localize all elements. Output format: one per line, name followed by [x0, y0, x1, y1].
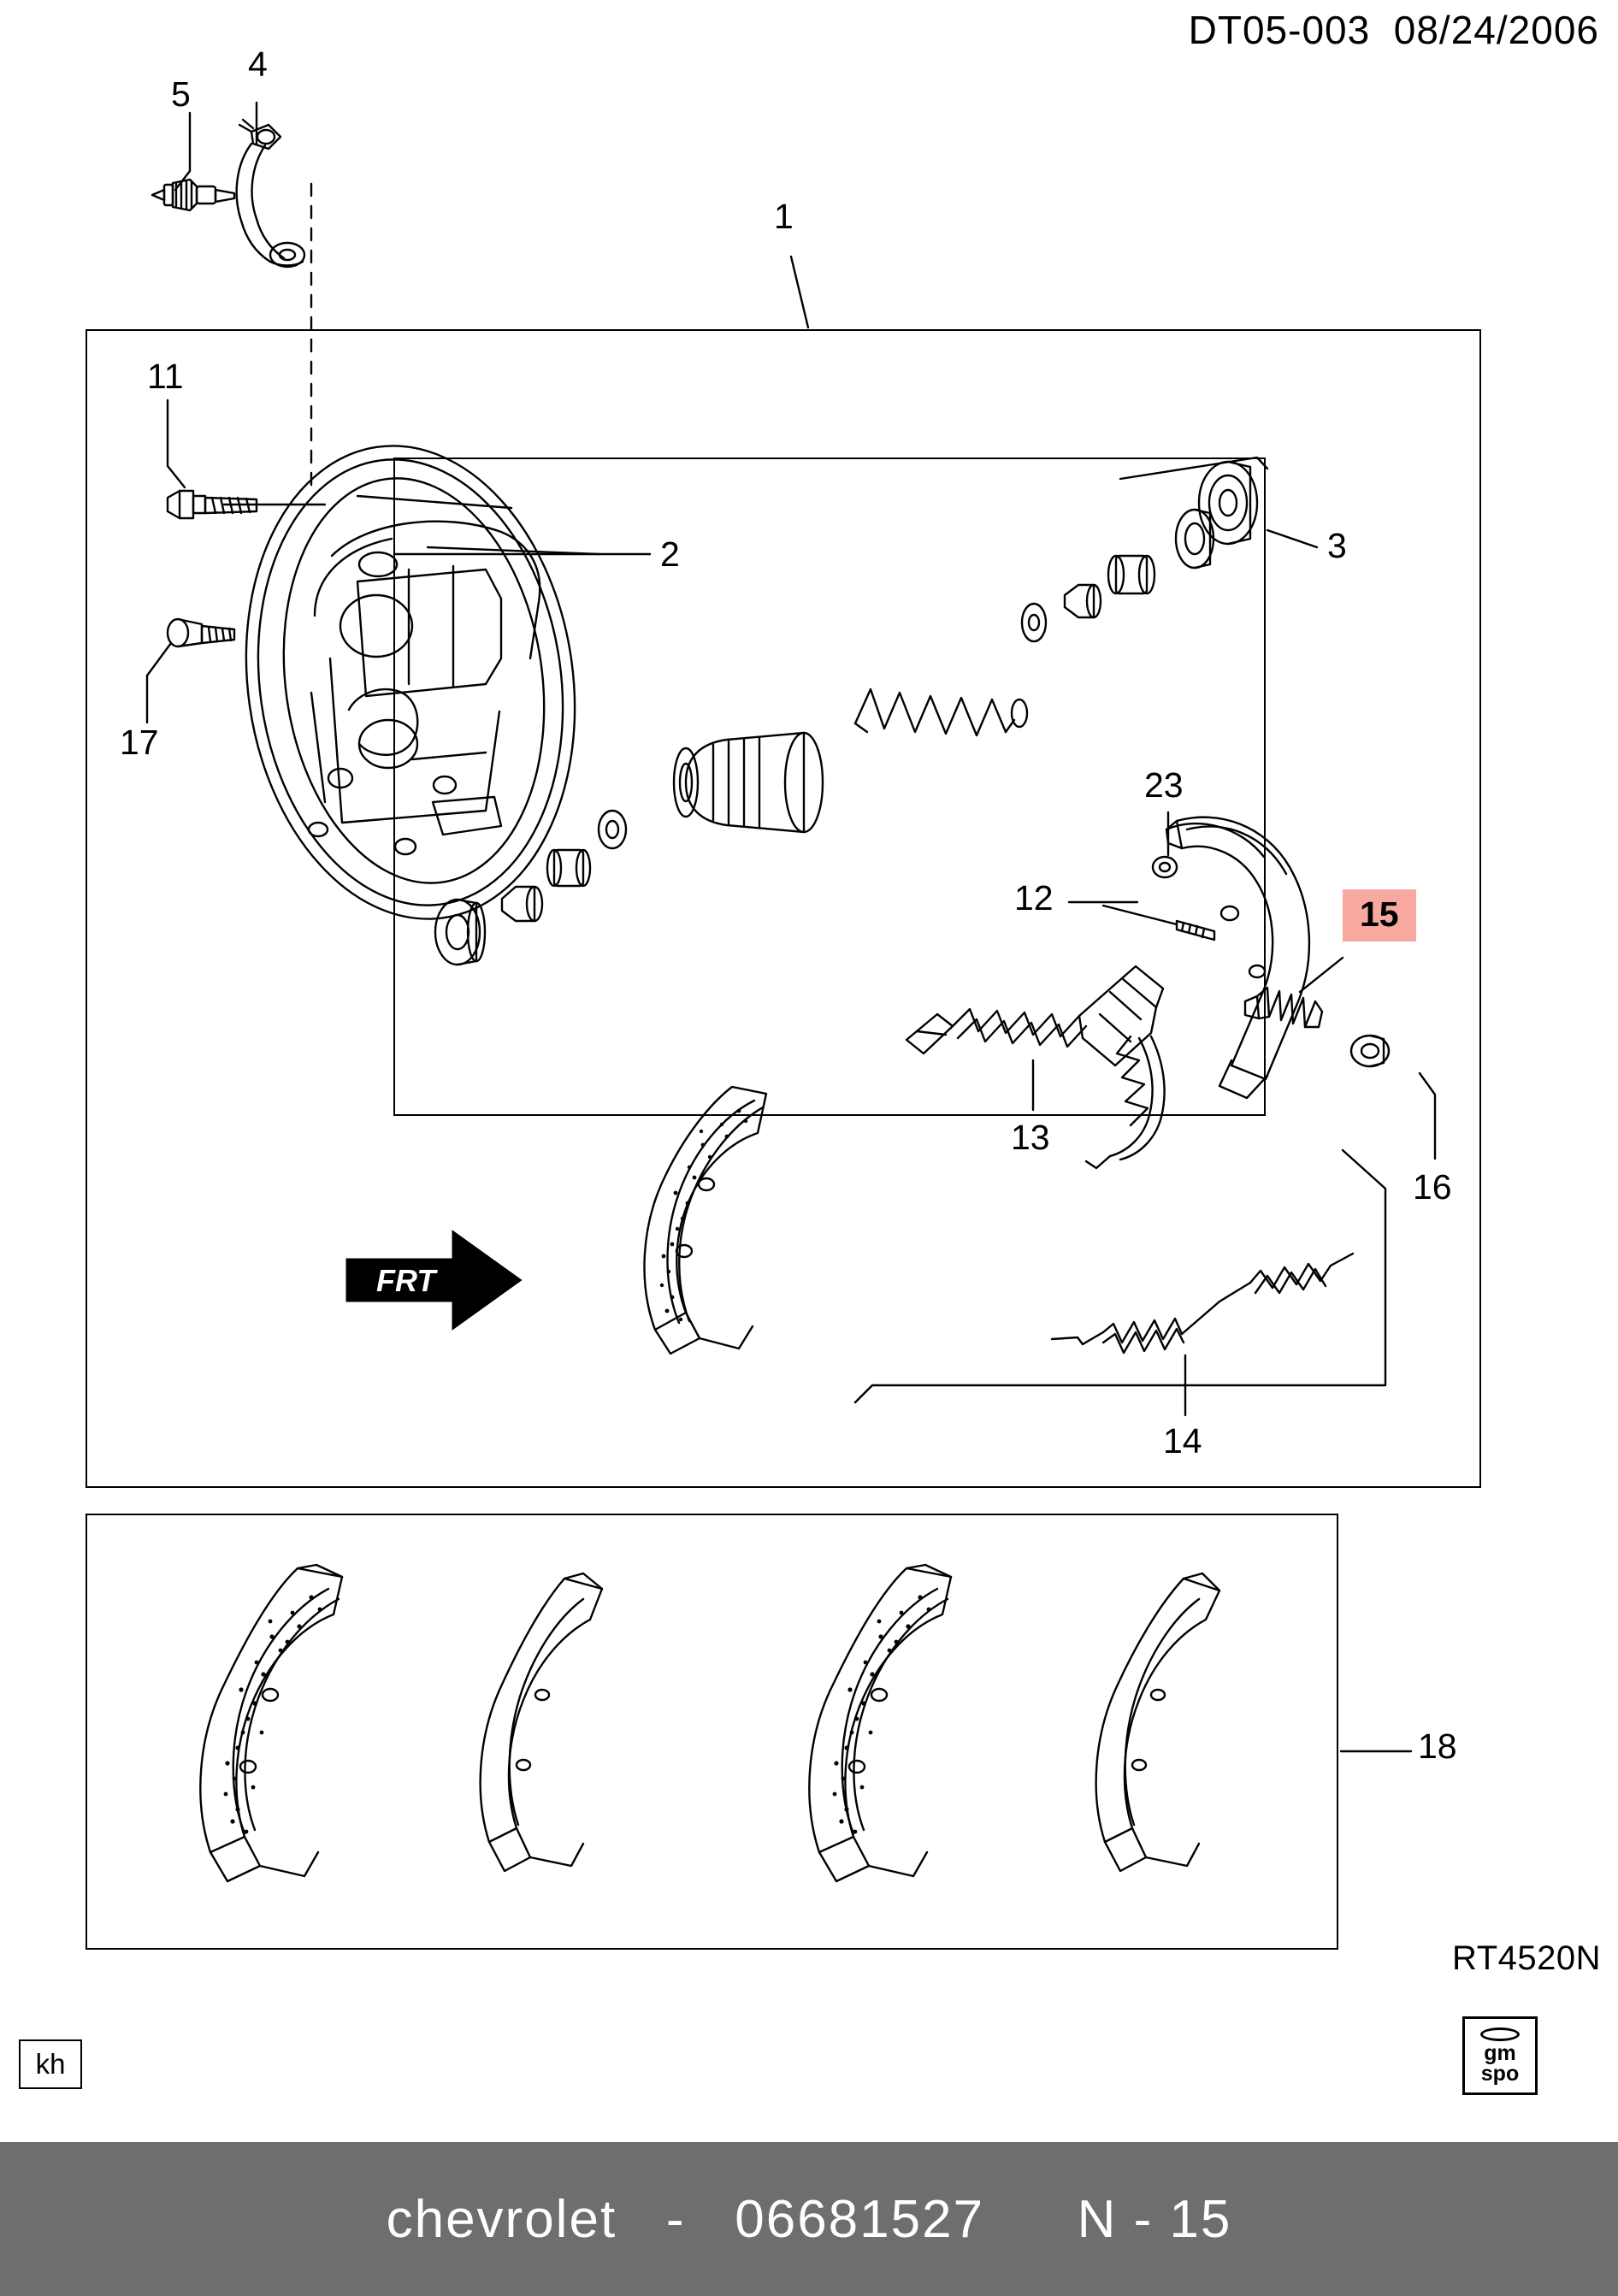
drawing-reference: RT4520N — [1452, 1939, 1601, 1977]
footer-bar — [0, 2142, 1618, 2296]
wheel-cylinder-frame — [393, 457, 1266, 1116]
footer-separator: - — [665, 2189, 686, 2249]
header-date: 08/24/2006 — [1393, 8, 1599, 52]
callout-4: 4 — [248, 44, 268, 84]
callout-1: 1 — [774, 197, 794, 236]
logo-ellipse-icon — [1480, 2027, 1520, 2041]
footer-brand: chevrolet — [386, 2189, 617, 2249]
logo-top-label: gm — [1484, 2040, 1516, 2065]
logo-bottom-label: spo — [1480, 2061, 1520, 2086]
frt-label: FRT — [376, 1263, 436, 1298]
callout-11: 11 — [147, 357, 184, 396]
frt-direction-arrow — [342, 1219, 526, 1355]
callout-14: 14 — [1163, 1421, 1202, 1461]
sheet-mark-label: kh — [35, 2048, 66, 2080]
sheet-mark-box — [19, 2039, 82, 2089]
footer-content — [387, 2189, 1232, 2250]
callout-23: 23 — [1144, 765, 1184, 805]
brake-shoe-set-frame — [86, 1514, 1338, 1950]
callout-3: 3 — [1327, 526, 1347, 565]
callout-5: 5 — [171, 74, 191, 114]
callout-16: 16 — [1413, 1167, 1452, 1207]
footer-part-number: 06681527 — [735, 2189, 985, 2249]
callout-13: 13 — [1011, 1118, 1050, 1157]
callout-18: 18 — [1418, 1726, 1457, 1766]
callout-15: 15 — [1343, 889, 1416, 941]
gm-spo-logo — [1462, 2016, 1538, 2095]
callout-17: 17 — [120, 723, 159, 762]
document-header — [1189, 7, 1599, 53]
callout-2: 2 — [660, 534, 680, 574]
footer-page-ref: N - 15 — [1077, 2189, 1232, 2249]
callout-12: 12 — [1014, 878, 1054, 918]
header-code: DT05-003 — [1188, 8, 1371, 52]
